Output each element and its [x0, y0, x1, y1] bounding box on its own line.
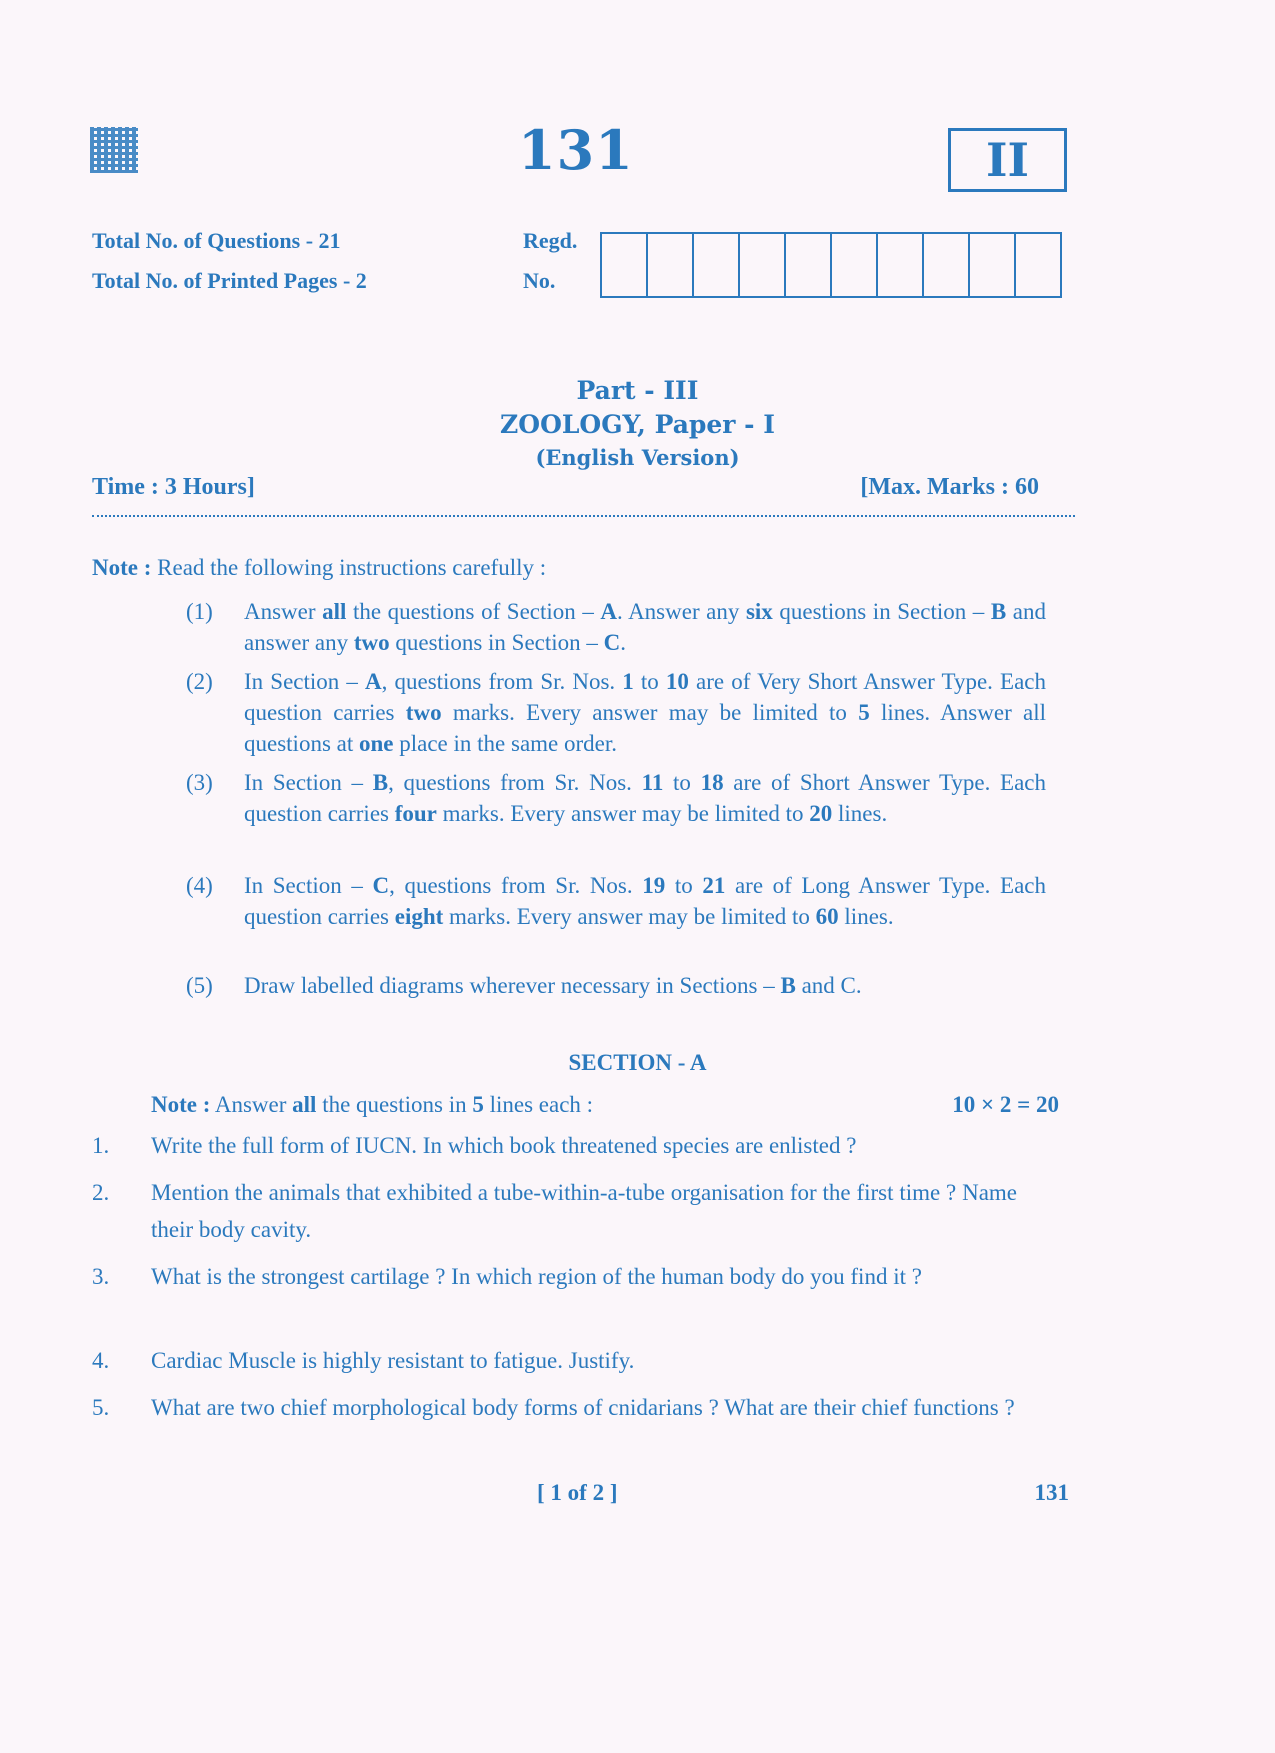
total-questions: Total No. of Questions - 21	[92, 228, 341, 253]
text-run: all	[292, 1092, 317, 1117]
text-run: B	[990, 599, 1007, 624]
text-run: and C.	[795, 973, 862, 998]
instruction-item	[186, 870, 1046, 932]
text-run: lines. Answer all questions at	[244, 700, 1046, 756]
subject-title: ZOOLOGY, Paper - I	[500, 410, 775, 439]
question-text: Write the full form of IUCN. In which book threatened species are enlisted ?	[151, 1133, 857, 1158]
instruction-number: (5)	[186, 973, 213, 998]
text-run: . Answer any	[617, 599, 746, 624]
text-run: are of Long Answer Type. Each question carries	[244, 873, 1047, 929]
note	[92, 552, 546, 583]
text-run: two	[405, 700, 442, 725]
text-run: , questions from Sr. Nos.	[381, 669, 623, 694]
regd-label: Regd.	[523, 228, 578, 253]
text-run: Draw labelled diagrams wherever necessary in Sections –	[244, 973, 781, 998]
set-box: II	[948, 128, 1067, 192]
text-run: , questions from Sr. Nos.	[389, 873, 643, 898]
text-run: Answer	[244, 599, 323, 624]
regd-digit-box[interactable]	[786, 234, 832, 296]
question-text: What is the strongest cartilage ? In which region of the human body do you find it ?	[151, 1264, 922, 1289]
text-run: two	[353, 630, 390, 655]
text-run: to	[663, 770, 701, 795]
text-run: In Section –	[244, 873, 373, 898]
text-run: to	[665, 873, 703, 898]
text-run: 18	[700, 770, 724, 795]
text-run: , questions from Sr. Nos.	[388, 770, 642, 795]
text-run: 5	[858, 700, 870, 725]
instruction-text	[244, 767, 1046, 829]
question-item	[92, 1258, 1017, 1295]
total-pages: Total No. of Printed Pages - 2	[92, 268, 367, 293]
regd-digit-box[interactable]	[740, 234, 786, 296]
note-text: Read the following instructions carefully :	[157, 555, 547, 580]
text-run: the questions of Section –	[346, 599, 601, 624]
text-run: lines.	[838, 904, 894, 929]
question-item	[92, 1127, 1017, 1164]
instruction-item	[186, 596, 1046, 658]
text-run: B	[372, 770, 389, 795]
note-label: Note :	[92, 555, 152, 580]
text-run: 1	[622, 669, 634, 694]
text-run: 20	[809, 801, 833, 826]
text-run: In Section –	[244, 669, 365, 694]
instruction-text	[244, 596, 1046, 658]
text-run: eight	[394, 904, 444, 929]
text-run: C	[603, 630, 621, 655]
text-run: B	[780, 973, 796, 998]
text-run: marks. Every answer may be limited to	[443, 904, 816, 929]
instruction-text	[244, 870, 1046, 932]
instruction-text	[244, 666, 1046, 759]
regd-digit-box[interactable]	[924, 234, 970, 296]
instruction-number: (1)	[186, 599, 213, 624]
text-run: marks. Every answer may be limited to	[436, 801, 810, 826]
text-run: A	[600, 599, 618, 624]
regd-number-boxes[interactable]	[600, 232, 1062, 298]
regd-digit-box[interactable]	[694, 234, 740, 296]
text-run: 19	[642, 873, 666, 898]
section-a-note	[151, 1089, 593, 1120]
instruction-number: (4)	[186, 873, 213, 898]
text-run: questions in Section –	[772, 599, 991, 624]
text-run: 11	[641, 770, 664, 795]
instruction-item	[186, 970, 1046, 1001]
text-run: 10	[665, 669, 689, 694]
instruction-item	[186, 666, 1046, 759]
text-run: lines.	[832, 801, 888, 826]
no-label: No.	[523, 268, 556, 293]
time: Time : 3 Hours]	[92, 474, 255, 500]
text-run: questions in Section –	[389, 630, 604, 655]
instruction-item	[186, 767, 1046, 829]
text-run: to	[633, 669, 666, 694]
text-run: one	[359, 731, 394, 756]
regd-digit-box[interactable]	[878, 234, 924, 296]
text-run: 5	[472, 1092, 484, 1117]
part-title: Part - III	[576, 376, 699, 405]
question-text: What are two chief morphological body forms of cnidarians ? What are their chief functions ?	[151, 1395, 1015, 1420]
question-number: 3.	[92, 1264, 110, 1289]
footer-code: 131	[1034, 1480, 1069, 1505]
regd-digit-box[interactable]	[648, 234, 694, 296]
section-a-marks: 10 × 2 = 20	[952, 1092, 1059, 1117]
text-run: .	[620, 630, 627, 655]
question-item	[92, 1342, 1017, 1379]
question-number: 4.	[92, 1348, 110, 1373]
question-number: 2.	[92, 1180, 110, 1205]
text-run: marks. Every answer may be limited to	[441, 700, 859, 725]
text-run: and answer any	[244, 599, 1046, 655]
instruction-number: (2)	[186, 669, 213, 694]
text-run: all	[322, 599, 347, 624]
text-run: In Section –	[244, 770, 373, 795]
qr-code	[90, 127, 138, 173]
question-item	[92, 1174, 1017, 1248]
question-number: 5.	[92, 1395, 110, 1420]
text-run: place in the same order.	[393, 731, 618, 756]
version-title: (English Version)	[535, 445, 740, 470]
page-number: [ 1 of 2 ]	[537, 1480, 618, 1505]
regd-digit-box[interactable]	[832, 234, 878, 296]
question-item	[92, 1389, 1017, 1426]
max-marks: [Max. Marks : 60	[860, 474, 1039, 500]
text-run: the questions in	[316, 1092, 473, 1117]
question-text: Mention the animals that exhibited a tube-within-a-tube organisation for the first time ? Name their body cavity.	[151, 1180, 1017, 1242]
question-text: Cardiac Muscle is highly resistant to fatigue. Justify.	[151, 1348, 635, 1373]
text-run: C	[372, 873, 390, 898]
text-run: four	[394, 801, 437, 826]
text-run: are of Very Short Answer Type. Each question carries	[244, 669, 1047, 725]
instruction-number: (3)	[186, 770, 213, 795]
instruction-text	[244, 970, 862, 1001]
regd-digit-box[interactable]	[1016, 234, 1060, 296]
text-run: six	[745, 599, 773, 624]
regd-digit-box[interactable]	[970, 234, 1016, 296]
question-number: 1.	[92, 1133, 110, 1158]
text-run: 60	[815, 904, 839, 929]
text-run: Answer	[214, 1092, 293, 1117]
text-run: A	[365, 669, 382, 694]
section-a-note-text	[215, 1092, 593, 1117]
text-run: lines each :	[483, 1092, 594, 1117]
text-run: 21	[702, 873, 726, 898]
section-a-note-label: Note :	[151, 1092, 211, 1117]
regd-digit-box[interactable]	[602, 234, 648, 296]
divider	[92, 515, 1075, 517]
text-run: are of Short Answer Type. Each question carries	[244, 770, 1047, 826]
paper-code: 131	[518, 118, 634, 182]
section-a-heading: SECTION - A	[568, 1050, 707, 1075]
